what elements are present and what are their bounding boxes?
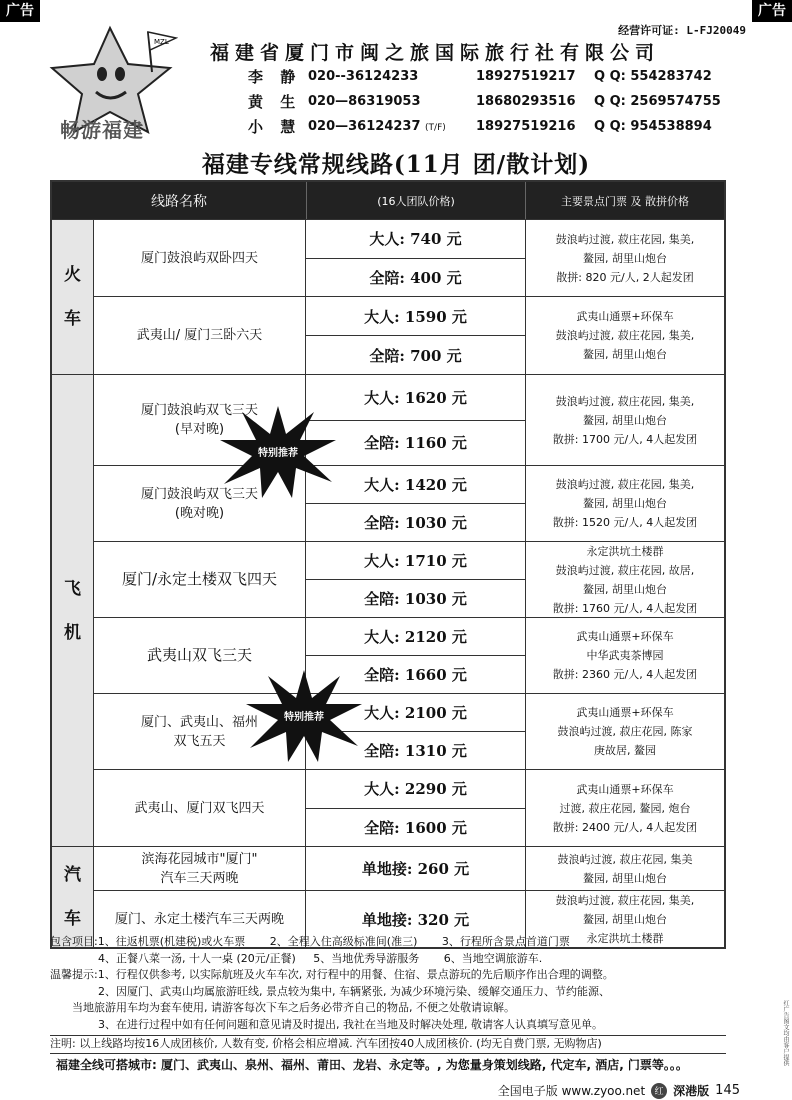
page-footer bbox=[498, 1082, 740, 1099]
contact-name: 李 静 bbox=[248, 68, 302, 86]
contact-qq: Q Q: 554283742 bbox=[594, 69, 712, 84]
header-price: (16人团队价格) bbox=[306, 182, 526, 219]
contact-mobile: 18927519216 bbox=[476, 119, 576, 134]
price-value: 单地接: 260 元 bbox=[361, 860, 470, 878]
route-name: 厦门/永定土楼双飞四天 bbox=[94, 542, 306, 617]
departure-cities: 福建全线可搭城市: 厦门、武夷山、泉州、福州、莆田、龙岩、永定等。, 为您量身策划线路, 代定车, 酒店, 门票等。。。 bbox=[56, 1058, 688, 1072]
price-cell bbox=[306, 375, 526, 465]
price-value: 大人: 1710 元 bbox=[306, 542, 525, 580]
route-section bbox=[52, 375, 724, 847]
route-name: 厦门、永定土楼汽车三天两晚 bbox=[94, 891, 306, 947]
table-row bbox=[94, 618, 724, 694]
route-section bbox=[52, 220, 724, 375]
page-number: 145 bbox=[715, 1083, 740, 1098]
scenic-cell: 鼓浪屿过渡, 菽庄花园, 集美, 鳌园, 胡里山炮台 散拼: 1700 元/人, 4人起发团 bbox=[552, 394, 698, 446]
section-label: 汽 车 bbox=[52, 847, 94, 947]
price-cell bbox=[306, 466, 526, 541]
price-value: 全陪: 1160 元 bbox=[364, 434, 467, 453]
table-header bbox=[52, 182, 724, 220]
logo-caption: 畅游福建 bbox=[60, 118, 144, 142]
page-title: 福建专线常规线路(11月 团/散计划) bbox=[201, 151, 591, 178]
route-name: 厦门鼓浪屿双飞三天 (早对晚) bbox=[94, 375, 306, 465]
price-value: 大人: 740 元 bbox=[306, 220, 525, 259]
scenic-cell: 鼓浪屿过渡, 菽庄花园, 集美, 鳌园, 胡里山炮台 永定洪坑土楼群 bbox=[555, 893, 695, 945]
scenic-cell: 鼓浪屿过渡, 菽庄花园, 集美, 鳌园, 胡里山炮台 散拼: 1520 元/人, 4人起发团 bbox=[552, 478, 698, 529]
route-name: 武夷山双飞三天 bbox=[94, 618, 306, 693]
price-cell bbox=[306, 297, 526, 374]
route-table bbox=[50, 180, 726, 949]
special-recommend-label: 特别推荐 bbox=[284, 712, 324, 723]
table-row bbox=[94, 220, 724, 297]
contact-phone: 020—36124237 (T/F) bbox=[308, 119, 446, 134]
price-cell bbox=[306, 770, 526, 846]
special-recommend-burst bbox=[244, 668, 364, 764]
scenic-cell: 鼓浪屿过渡, 菽庄花园, 集美, 鳌园, 胡里山炮台 散拼: 820 元/人, 2人起发团 bbox=[555, 232, 695, 284]
price-value: 大人: 2120 元 bbox=[306, 618, 525, 656]
special-recommend-burst bbox=[218, 404, 338, 500]
tip-line: 2、因厦门、武夷山均属旅游旺线, 景点较为集中, 车辆紧张, 为减少环境污染、缓解交通压力、节约能源、 bbox=[98, 984, 610, 998]
contact-mobile: 18927519217 bbox=[476, 69, 576, 84]
header-scenic: 主要景点门票 及 散拼价格 bbox=[561, 194, 689, 208]
contact-qq: Q Q: 2569574755 bbox=[594, 94, 721, 109]
table-row bbox=[94, 466, 724, 542]
price-value: 全陪: 700 元 bbox=[369, 346, 462, 365]
price-value: 大人: 1590 元 bbox=[306, 297, 525, 336]
price-cell bbox=[306, 542, 526, 617]
tip-line: 温馨提示:1、行程仅供参考, 以实际航班及火车车次, 对行程中的用餐、住宿、景点游玩的先后顺序作出合理的调整。 bbox=[50, 968, 614, 981]
table-row bbox=[94, 694, 724, 770]
table-row bbox=[94, 375, 724, 466]
section-label: 火 车 bbox=[52, 220, 94, 374]
price-value: 大人: 1420 元 bbox=[306, 466, 525, 504]
section-label: 飞 机 bbox=[52, 375, 94, 846]
route-name: 武夷山/ 厦门三卧六天 bbox=[94, 297, 306, 374]
contact-name: 小 慧 bbox=[248, 118, 302, 136]
scenic-cell: 武夷山通票+环保车 鼓浪屿过渡, 菽庄花园, 集美, 鳌园, 胡里山炮台 bbox=[555, 310, 695, 361]
price-value: 全陪: 1030 元 bbox=[364, 514, 467, 532]
price-value: 大人: 2100 元 bbox=[306, 694, 525, 732]
table-row bbox=[94, 847, 724, 891]
route-name: 厦门鼓浪屿双飞三天 (晚对晚) bbox=[94, 466, 306, 541]
price-value: 大人: 1620 元 bbox=[306, 375, 525, 421]
include-items: 包含项目:1、往返机票(机建税)或火车票 2、全程入住高级标准间(准三) 3、行程所含景点首道门票 bbox=[50, 935, 570, 948]
footer-badge-icon: 红 bbox=[651, 1083, 667, 1099]
price-value: 大人: 2290 元 bbox=[306, 770, 525, 809]
contact-row bbox=[248, 64, 748, 89]
tip-line: 当地旅游用车均为套车使用, 请游客每次下车之后务必带齐自己的物品, 不便之处敬请谅解。 bbox=[72, 1001, 515, 1014]
header-route: 线路名称 bbox=[151, 193, 207, 210]
company-name: 福建省厦门市闽之旅国际旅行社有限公司 bbox=[210, 42, 661, 64]
contact-phone: 020--36124233 bbox=[308, 69, 419, 84]
route-name: 武夷山、厦门双飞四天 bbox=[94, 770, 306, 846]
scenic-cell: 武夷山通票+环保车 中华武夷茶博园 散拼: 2360 元/人, 4人起发团 bbox=[552, 630, 698, 681]
scenic-cell: 武夷山通票+环保车 鼓浪屿过渡, 菽庄花园, 陈家 庚故居, 鳌园 bbox=[557, 706, 693, 757]
price-cell bbox=[306, 220, 526, 296]
tip-line: 3、在进行过程中如有任何问题和意见请及时提出, 我社在当地及时解决处理, 敬请客人认真填写意见单。 bbox=[98, 1017, 603, 1031]
table-body bbox=[52, 220, 724, 947]
contact-qq: Q Q: 954538894 bbox=[594, 119, 712, 134]
license-number: 经营许可证: L-FJ20049 bbox=[618, 24, 746, 37]
contact-row bbox=[248, 114, 748, 139]
price-value: 全陪: 1660 元 bbox=[364, 666, 467, 684]
contact-list bbox=[248, 64, 748, 139]
table-row bbox=[94, 770, 724, 846]
price-value: 全陪: 400 元 bbox=[369, 268, 462, 287]
include-items-2: 4、正餐八菜一汤, 十人一桌 (20元/正餐) 5、当地优秀导游服务 6、当地空调旅游车. bbox=[98, 951, 543, 965]
footer-edition: 深港版 bbox=[673, 1084, 710, 1098]
special-recommend-label: 特别推荐 bbox=[258, 448, 298, 459]
price-value: 单地接: 320 元 bbox=[361, 910, 470, 929]
price-value: 全陪: 1310 元 bbox=[364, 742, 467, 760]
scenic-cell: 永定洪坑土楼群 鼓浪屿过渡, 菽庄花园, 故居, 鳌园, 胡里山炮台 散拼: 1760 元/人, 4人起发团 bbox=[552, 544, 698, 615]
contact-name: 黄 生 bbox=[248, 93, 302, 111]
route-name: 厦门、武夷山、福州 双飞五天 bbox=[94, 694, 306, 769]
route-name: 厦门鼓浪屿双卧四天 bbox=[94, 220, 306, 296]
route-name: 滨海花园城市"厦门" 汽车三天两晚 bbox=[94, 847, 306, 890]
route-section bbox=[52, 847, 724, 947]
ad-tag-left: 广告 bbox=[0, 0, 40, 22]
price-value: 全陪: 1030 元 bbox=[364, 590, 467, 608]
scenic-cell: 武夷山通票+环保车 过渡, 菽庄花园, 鳌园, 炮台 散拼: 2400 元/人, 4人起发团 bbox=[552, 782, 698, 834]
scenic-cell: 鼓浪屿过渡, 菽庄花园, 集美 鳌园, 胡里山炮台 bbox=[557, 852, 693, 885]
price-value: 全陪: 1600 元 bbox=[364, 818, 467, 837]
logo-badge-text: MZL bbox=[154, 38, 169, 46]
side-note: 红广告图文均由客户提供 bbox=[782, 1000, 789, 1066]
footer-site: 全国电子版 www.zyoo.net bbox=[497, 1084, 646, 1098]
contact-row bbox=[248, 89, 748, 114]
contact-mobile: 18680293516 bbox=[476, 94, 576, 109]
table-row bbox=[94, 297, 724, 374]
notice-text: 注明: 以上线路均按16人成团核价, 人数有变, 价格会相应增减. 汽车团按40人成团核价. (均无自费门票, 无购物店) bbox=[50, 1035, 726, 1054]
notes-block bbox=[50, 934, 726, 1054]
table-row bbox=[94, 542, 724, 618]
price-cell bbox=[306, 847, 526, 890]
ad-tag-right: 广告 bbox=[752, 0, 792, 22]
contact-phone: 020—86319053 bbox=[308, 94, 421, 109]
